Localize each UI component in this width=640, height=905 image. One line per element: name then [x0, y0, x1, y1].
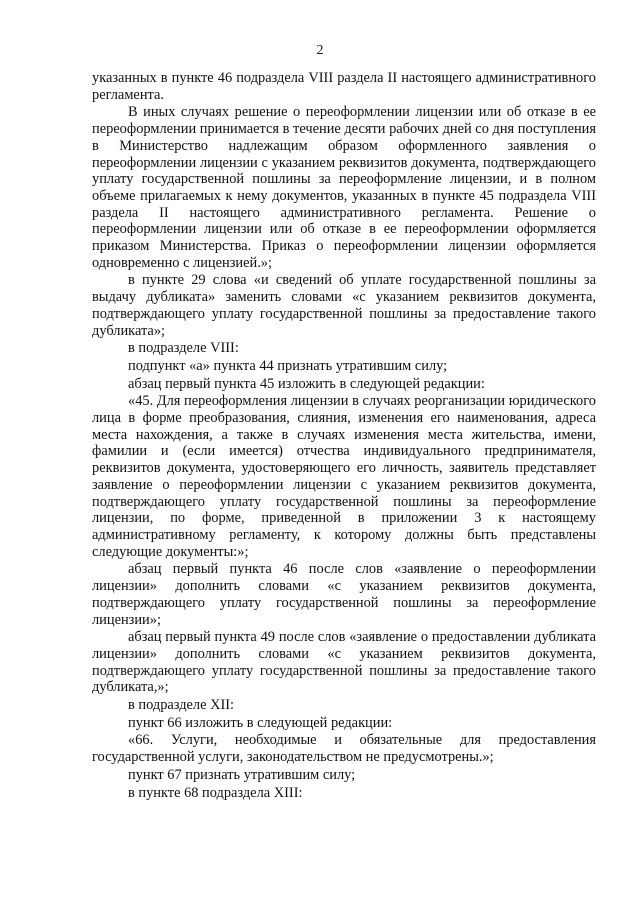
paragraph: пункт 66 изложить в следующей редакции: — [128, 714, 393, 731]
paragraph: В иных случаях решение о переоформлении лицензии или об отказе в ее переоформлении принимается в течение десяти рабочих дней со дня поступления в Министерство надлежащим образом оформленного заявления о переоформлении лицензии с указанием реквизитов документа, подтверждающего уплату государственной пошлины за переоформление лицензии, и в полном объеме прилагаемых к нему документов, указанных в пункте 45 подраздела VIII раздела II настоящего административного регламента. Решение о переоформлении лицензии или об отказе в ее переоформлении оформляется приказом Министерства. Приказ о переоформлении лицензии оформляется одновременно с лицензией.»; — [92, 104, 596, 271]
paragraph: подпункт «а» пункта 44 признать утратившим силу; — [128, 357, 448, 374]
paragraph: абзац первый пункта 45 изложить в следующей редакции: — [128, 375, 485, 392]
paragraph: в подразделе XII: — [128, 697, 235, 714]
document-body — [92, 70, 596, 802]
paragraph: абзац первый пункта 49 после слов «заявление о предоставлении дубликата лицензии» дополнить словами «с указанием реквизитов документа, подтверждающего уплату государственной пошлины за предоставление такого дубликата,»; — [92, 629, 596, 696]
paragraph: пункт 67 признать утратившим силу; — [128, 766, 356, 783]
paragraph: абзац первый пункта 46 после слов «заявление о переоформлении лицензии» дополнить словами «с указанием реквизитов документа, подтверждающего уплату государственной пошлины за переоформление лицензии»; — [92, 561, 596, 628]
page-number: 2 — [316, 43, 324, 58]
paragraph: «66. Услуги, необходимые и обязательные для предоставления государственной услуги, законодательством не предусмотрены.»; — [92, 732, 596, 766]
paragraph: «45. Для переоформления лицензии в случаях реорганизации юридического лица в форме преобразования, слияния, изменения его наименования, адреса места нахождения, а также в случаях изменения места жительства, имени, фамилии и (если имеется) отчества индивидуального предпринимателя, реквизитов документа, удостоверяющего его личность, заявитель представляет заявление о переоформлении лицензии с указанием реквизитов документа, подтверждающего уплату государственной пошлины за переоформление лицензии, по форме, приведенной в приложении 3 к настоящему административному регламенту, к которому должны быть представлены следующие документы:»; — [92, 393, 596, 560]
paragraph: в подразделе VIII: — [128, 340, 239, 357]
paragraph: указанных в пункте 46 подраздела VIII раздела II настоящего административного регламента. — [92, 70, 596, 103]
paragraph: в пункте 68 подраздела XIII: — [128, 784, 303, 801]
paragraph: в пункте 29 слова «и сведений об уплате государственной пошлины за выдачу дубликата» заменить словами «с указанием реквизитов документа, подтверждающего уплату государственной пошлины за предоставление такого дубликата»; — [92, 272, 596, 339]
